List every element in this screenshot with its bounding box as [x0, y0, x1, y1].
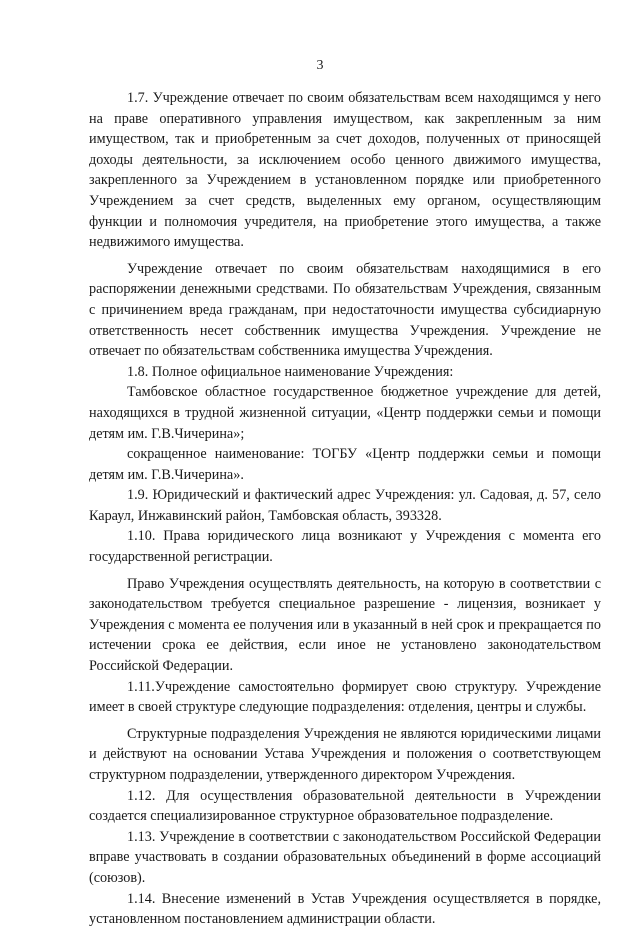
paragraph-1-12: 1.12. Для осуществления образовательной деятельности в Учреждении создается специализированное структурное образовательное подразделение.	[89, 787, 601, 825]
paragraph-1-8: 1.8. Полное официальное наименование Учреждения:	[127, 363, 454, 380]
paragraph-structural-units: Структурные подразделения Учреждения не являются юридическими лицами и действуют на основании Устава Учреждения и положения о соответствующем структурном подразделении, утвержденного директором Учреждения.	[89, 725, 601, 783]
paragraph-short-name: сокращенное наименование: ТОГБУ «Центр поддержки семьи и помощи детям им. Г.В.Чичерина».	[89, 446, 601, 483]
paragraph-1-10: 1.10. Права юридического лица возникают у Учреждения с момента его государственной регистрации.	[89, 528, 601, 566]
paragraph-1-9: 1.9. Юридический и фактический адрес Учреждения: ул. Садовая, д. 57, село Караул, Инжавинский район, Тамбовская область, 393328.	[89, 487, 601, 524]
paragraph-1-11: 1.11.Учреждение самостоятельно формирует свою структуру. Учреждение имеет в своей структуре следующие подразделения: отделения, центры и службы.	[89, 678, 601, 716]
paragraph-liability: Учреждение отвечает по своим обязательствам находящимися в его распоряжении денежными средствами. По обязательствам Учреждения, связанным с причинением вреда гражданам, при недостаточности имущества субсидиарную ответственность несет собственник имущества Учреждения. Учреждение не отвечает по обязательствам собственника имущества Учреждения.	[89, 260, 601, 360]
paragraph-1-7: 1.7. Учреждение отвечает по своим обязательствам всем находящимся у него на праве оперативного управления имуществом, как закрепленным за ним имуществом, так и приобретенным за счет доходов, полученных от приносящей доходы деятельности, за исключением особо ценного движимого имущества, закрепленного за Учреждением в установленном порядке или приобретенного Учреждением за счет средств, выделенных ему органом, осуществляющим функции и полномочия учредителя, на приобретение этого имущества, а также недвижимого имущества.	[89, 90, 601, 251]
paragraph-1-14: 1.14. Внесение изменений в Устав Учреждения осуществляется в порядке, установленном постановлением администрации области.	[89, 890, 601, 928]
paragraph-full-name: Тамбовское областное государственное бюджетное учреждение для детей, находящихся в трудной жизненной ситуации, «Центр поддержки семьи и помощи детям им. Г.В.Чичерина»;	[89, 384, 601, 442]
document-body	[89, 88, 601, 930]
paragraph-1-13: 1.13. Учреждение в соответствии с законодательством Российской Федерации вправе участвовать в создании образовательных объединений в форме ассоциаций (союзов).	[89, 828, 601, 886]
paragraph-license: Право Учреждения осуществлять деятельность, на которую в соответствии с законодательством требуется специальное разрешение - лицензия, возникает у Учреждения с момента ее получения или в указанный в ней срок и прекращается по истечении срока ее действия, если иное не установлено законодательством Российской Федерации.	[89, 575, 601, 675]
page-number: 3	[316, 58, 324, 73]
